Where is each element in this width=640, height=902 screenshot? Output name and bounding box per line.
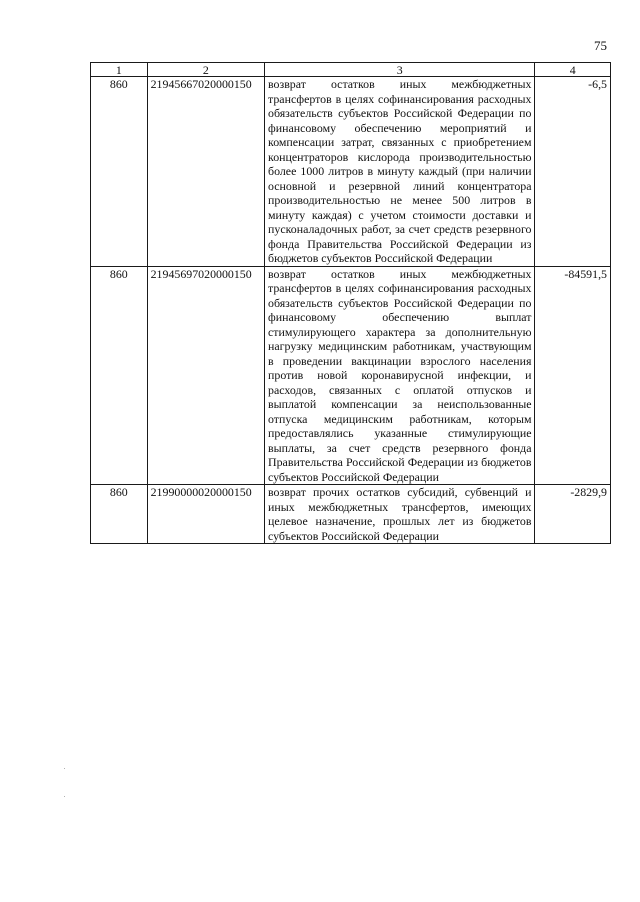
- description-cell: возврат прочих остатков субсидий, субвенций и иных межбюджетных трансфертов, имеющих целевое назначение, прошлых лет из бюджетов субъектов Российской Федерации: [265, 485, 535, 544]
- admin-code-cell: 860: [91, 485, 148, 544]
- kbk-code-cell: 21990000020000150: [147, 485, 264, 544]
- description-cell: возврат остатков иных межбюджетных трансфертов в целях софинансирования расходных обязательств субъектов Российской Федерации по финансовому обеспечению мероприятий и компенсации затрат, связанных с приобретением концентраторов кислорода производительностью более 1000 литров в минуту каждый (при наличии основной и резервной линий концентратора производительностью не менее 500 литров в минуту каждая) с учетом стоимости доставки и пусконаладочных работ, за счет средств резервного фонда Правительства Российской Федерации из бюджетов субъектов Российской Федерации: [265, 77, 535, 267]
- amount-cell: -2829,9: [535, 485, 611, 544]
- page-number: 75: [594, 38, 607, 53]
- description-cell: возврат остатков иных межбюджетных трансфертов в целях софинансирования расходных обязательств субъектов Российской Федерации по финансовому обеспечению выплат стимулирующего характера за дополнительную нагрузку медицинским работникам, участвующим в проведении вакцинации взрослого населения против новой коронавирусной инфекции, и расходов, связанных с оплатой отпусков и выплатой компенсации за неиспользованные отпуска медицинским работникам, которым предоставлялись указанные стимулирующие выплаты, за счет средств резервного фонда Правительства Российской Федерации из бюджетов субъектов Российской Федерации: [265, 266, 535, 485]
- amount-cell: -84591,5: [535, 266, 611, 485]
- scan-speck: [64, 768, 65, 769]
- kbk-code-cell: 21945697020000150: [147, 266, 264, 485]
- column-header-3: 3: [265, 63, 535, 77]
- amount-cell: -6,5: [535, 77, 611, 267]
- admin-code-cell: 860: [91, 266, 148, 485]
- admin-code-cell: 860: [91, 77, 148, 267]
- kbk-code-cell: 21945667020000150: [147, 77, 264, 267]
- scan-speck: [64, 796, 65, 797]
- table-header-row: [91, 63, 611, 77]
- table-row: [91, 266, 611, 485]
- table-row: [91, 77, 611, 267]
- column-header-4: 4: [535, 63, 611, 77]
- budget-table: [90, 62, 611, 544]
- table-row: [91, 485, 611, 544]
- column-header-2: 2: [147, 63, 264, 77]
- column-header-1: 1: [91, 63, 148, 77]
